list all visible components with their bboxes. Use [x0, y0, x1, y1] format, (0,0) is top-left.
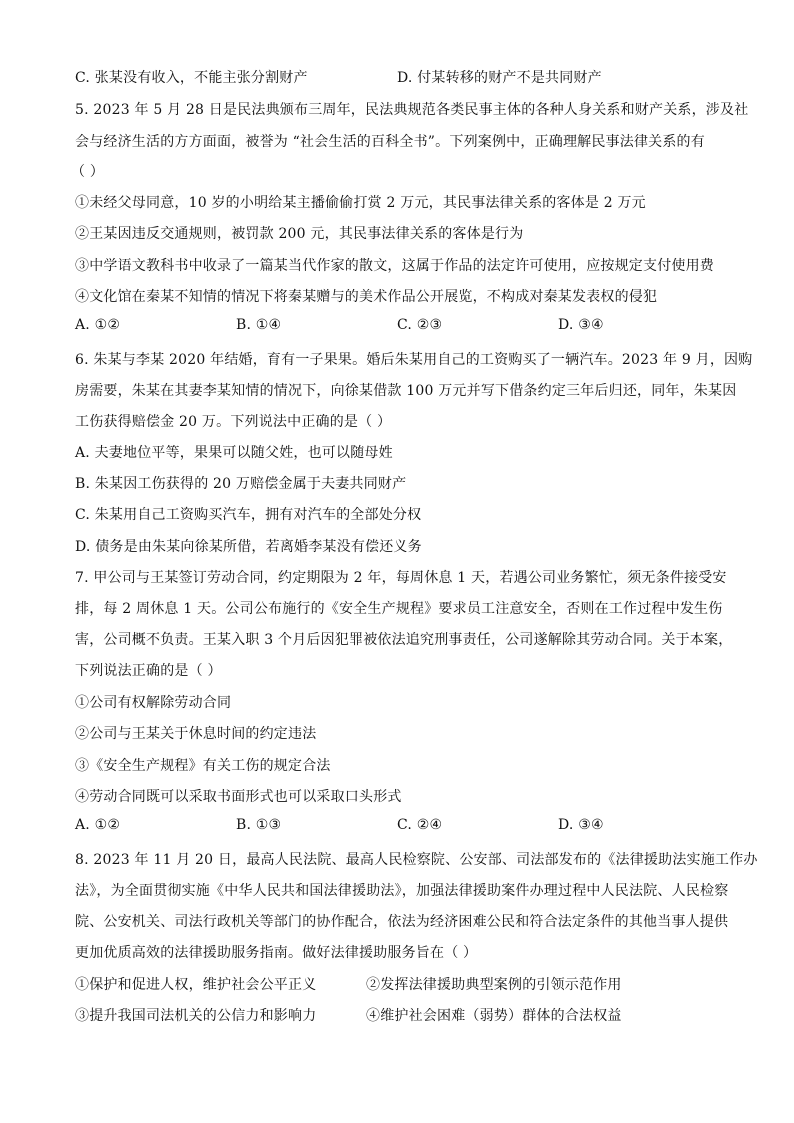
- q5-stem-line: 5. 2023 年 5 月 28 日是民法典颁布三周年，民法典规范各类民事主体的各种人身关系和财产关系，涉及社: [75, 102, 749, 118]
- q6-option-d: D. 债务是由朱某向徐某所借，若离婚李某没有偿还义务: [75, 539, 422, 555]
- q5-option-c: C. ②③: [397, 317, 443, 333]
- q6-stem-line: 6. 朱某与李某 2020 年结婚，育有一子果果。婚后朱某用自己的工资购买了一辆汽车。2023 年 9 月，因购: [75, 352, 753, 368]
- q8-stem-line: 8. 2023 年 11 月 20 日，最高人民法院、最高人民检察院、公安部、司法部发布的《法律援助法实施工作办: [75, 852, 758, 868]
- q8-item: ②发挥法律援助典型案例的引领示范作用: [366, 977, 622, 993]
- q8-stem-line: 院、公安机关、司法行政机关等部门的协作配合，依法为经济困难公民和符合法定条件的其他当事人提供: [75, 914, 729, 930]
- q5-option-d: D. ③④: [558, 317, 604, 333]
- q8-item: ①保护和促进人权，维护社会公平正义: [75, 977, 317, 993]
- q5-item: ③中学语文教科书中收录了一篇某当代作家的散文，这属于作品的法定许可使用，应按规定支付使用费: [75, 258, 714, 274]
- q7-item: ③《安全生产规程》有关工伤的规定合法: [75, 758, 331, 774]
- q7-stem-line: 排，每 2 周休息 1 天。公司公布施行的《安全生产规程》要求员工注意安全，否则在工作过程中发生伤: [75, 601, 723, 617]
- q5-item: ①未经父母同意，10 岁的小明给某主播偷偷打赏 2 万元，其民事法律关系的客体是 2 万元: [75, 195, 646, 211]
- q7-option-c: C. ②④: [397, 817, 443, 833]
- q7-stem-line: 7. 甲公司与王某签订劳动合同，约定期限为 2 年，每周休息 1 天，若遇公司业务繁忙，须无条件接受安: [75, 570, 727, 586]
- prev-option-d: D. 付某转移的财产不是共同财产: [397, 70, 602, 86]
- q6-option-a: A. 夫妻地位平等，果果可以随父姓，也可以随母姓: [75, 445, 393, 461]
- prev-option-c: C. 张某没有收入，不能主张分割财产: [75, 70, 308, 86]
- q5-item: ②王某因违反交通规则，被罚款 200 元，其民事法律关系的客体是行为: [75, 226, 524, 242]
- q7-item: ④劳动合同既可以采取书面形式也可以采取口头形式: [75, 789, 402, 805]
- q8-stem-line: 法》，为全面贯彻实施《中华人民共和国法律援助法》，加强法律援助案件办理过程中人民法院、人民检察: [75, 883, 729, 899]
- q5-answer-blank: （ ）: [71, 164, 105, 180]
- q7-option-b: B. ①③: [236, 817, 282, 833]
- q8-item: ③提升我国司法机关的公信力和影响力: [75, 1008, 317, 1024]
- q6-option-c: C. 朱某用自己工资购买汽车，拥有对汽车的全部处分权: [75, 507, 422, 523]
- q7-item: ②公司与王某关于休息时间的约定违法: [75, 726, 317, 742]
- q5-item: ④文化馆在秦某不知情的情况下将秦某赠与的美术作品公开展览，不构成对秦某发表权的侵犯: [75, 289, 658, 305]
- q8-item: ④维护社会困难（弱势）群体的合法权益: [366, 1008, 622, 1024]
- q7-stem-line: 下列说法正确的是（ ）: [75, 663, 222, 679]
- q6-option-b: B. 朱某因工伤获得的 20 万赔偿金属于夫妻共同财产: [75, 476, 407, 492]
- q6-stem-line: 工伤获得赔偿金 20 万。下列说法中正确的是（ ）: [75, 414, 392, 430]
- q7-item: ①公司有权解除劳动合同: [75, 695, 232, 711]
- q7-stem-line: 害，公司概不负责。王某入职 3 个月后因犯罪被依法追究刑事责任，公司遂解除其劳动合同。关于本案，: [75, 632, 733, 648]
- q5-stem-line: 会与经济生活的方方面面，被誉为 “社会生活的百科全书”。下列案例中，正确理解民事法律关系的有: [75, 134, 705, 150]
- q5-option-b: B. ①④: [236, 317, 282, 333]
- q7-option-a: A. ①②: [75, 817, 121, 833]
- q8-stem-line: 更加优质高效的法律援助服务指南。做好法律援助服务旨在（ ）: [75, 945, 478, 961]
- q6-stem-line: 房需要，朱某在其妻李某知情的情况下，向徐某借款 100 万元并写下借条约定三年后归还，同年，朱某因: [75, 383, 737, 399]
- q7-option-d: D. ③④: [558, 817, 604, 833]
- q5-option-a: A. ①②: [75, 317, 121, 333]
